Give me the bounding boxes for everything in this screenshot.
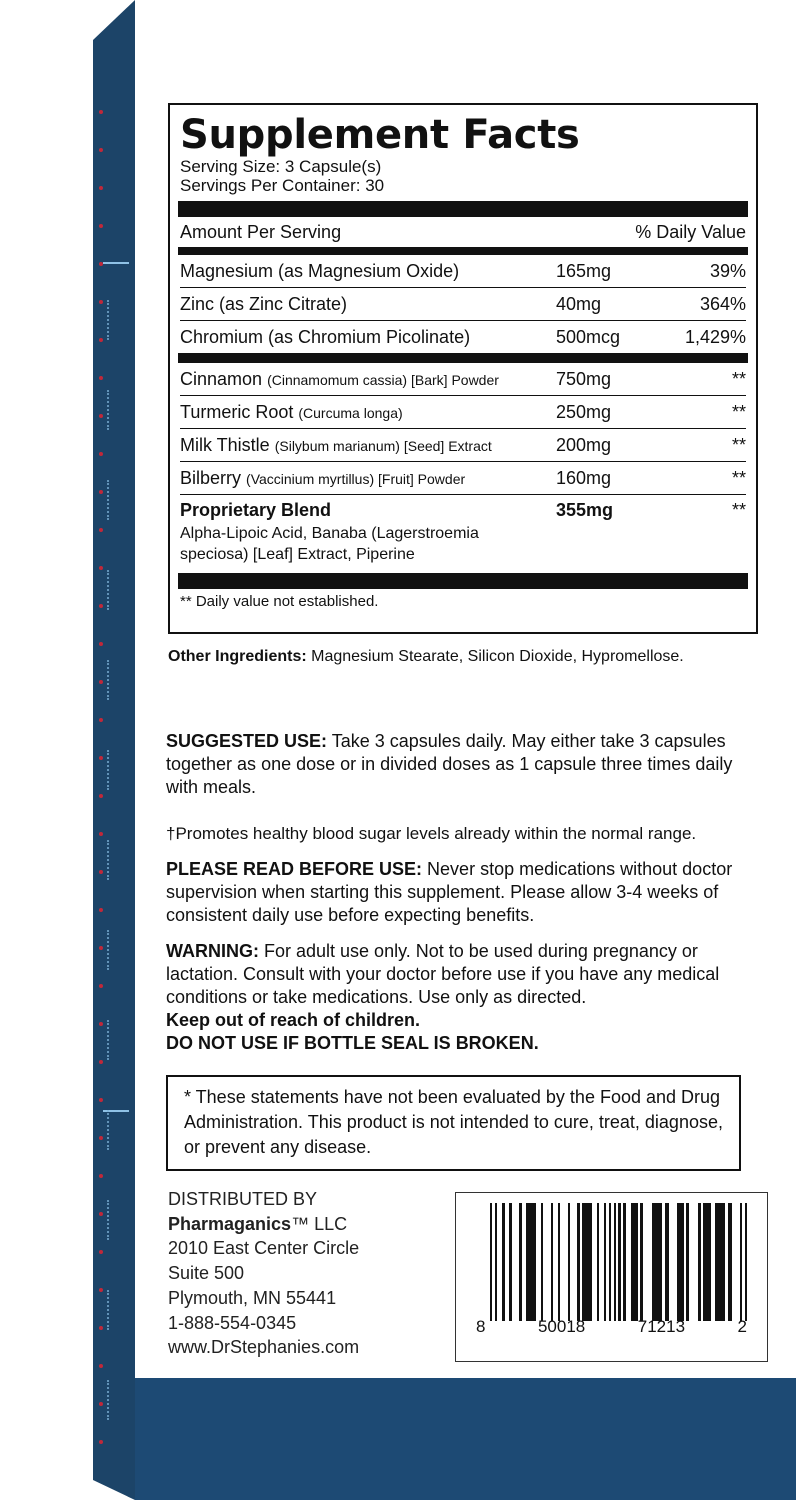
company-name: Pharmaganics bbox=[168, 1213, 292, 1234]
spine-dot bbox=[99, 224, 103, 228]
spine-text-block bbox=[107, 1200, 125, 1240]
warning-text: For adult use only. Not to be used during pregnancy or lactation. Consult with your doctor before use if you have any medical conditions or take medications. Use only as directed. bbox=[166, 941, 720, 1007]
spine-dot bbox=[99, 1326, 103, 1330]
barcode-bar bbox=[652, 1203, 662, 1321]
barcode-bar bbox=[582, 1203, 592, 1321]
spine-text-block bbox=[107, 660, 125, 700]
spine-dot bbox=[99, 870, 103, 874]
barcode bbox=[455, 1192, 768, 1362]
seal-text: DO NOT USE IF BOTTLE SEAL IS BROKEN. bbox=[166, 1033, 539, 1053]
spine-text-block bbox=[107, 1020, 125, 1060]
spine-dot bbox=[99, 908, 103, 912]
spine-dot bbox=[99, 946, 103, 950]
read-before-use bbox=[166, 858, 746, 927]
amount-per-serving-label: Amount Per Serving bbox=[180, 222, 342, 242]
servings-per-container: Servings Per Container: 30 bbox=[180, 176, 385, 195]
box-side-panel bbox=[93, 0, 135, 1500]
nutrient-amount: 500mcg bbox=[556, 327, 621, 347]
spine-dot bbox=[99, 1440, 103, 1444]
read-label: PLEASE READ BEFORE USE: bbox=[166, 859, 423, 879]
warning-label: WARNING: bbox=[166, 941, 259, 961]
botanical-amount: 160mg bbox=[556, 468, 612, 488]
botanical-dv: ** bbox=[731, 468, 746, 488]
botanical-latin: (Curcuma longa) bbox=[298, 405, 403, 421]
barcode-bars bbox=[490, 1203, 747, 1321]
botanical-row bbox=[180, 429, 746, 462]
spine-dot bbox=[99, 680, 103, 684]
address-city: Plymouth, MN 55441 bbox=[168, 1287, 337, 1308]
fda-disclaimer: * These statements have not been evaluated by the Food and Drug Administration. This product is not intended to cure, treat, diagnose, or prevent any disease. bbox=[166, 1075, 741, 1171]
spine-text-block bbox=[107, 1380, 125, 1420]
phone: 1-888-554-0345 bbox=[168, 1312, 297, 1333]
blend-name: Proprietary Blend bbox=[180, 500, 332, 520]
company-suffix: ™ LLC bbox=[291, 1213, 348, 1234]
barcode-digit: 2 bbox=[737, 1317, 747, 1336]
facts-title: Supplement Facts bbox=[180, 112, 580, 158]
distributor-info bbox=[168, 1187, 359, 1360]
barcode-space bbox=[732, 1203, 739, 1321]
barcode-bar bbox=[715, 1203, 725, 1321]
spine-dot bbox=[99, 376, 103, 380]
botanical-dv: ** bbox=[731, 369, 746, 389]
blend-dv: ** bbox=[731, 500, 746, 520]
botanical-row bbox=[180, 462, 746, 495]
botanical-row bbox=[180, 363, 746, 396]
barcode-space bbox=[643, 1203, 653, 1321]
nutrient-row bbox=[180, 288, 746, 321]
spine-dot bbox=[99, 832, 103, 836]
botanical-name bbox=[180, 363, 556, 395]
spine-dot bbox=[99, 1250, 103, 1254]
spine-dot bbox=[99, 1022, 103, 1026]
botanical-latin: (Cinnamomum cassia) [Bark] Powder bbox=[267, 372, 499, 388]
address-line1: 2010 East Center Circle bbox=[168, 1238, 360, 1259]
botanical-latin: (Vaccinium myrtillus) [Fruit] Powder bbox=[246, 471, 466, 487]
keep-out-text: Keep out of reach of children. bbox=[166, 1010, 421, 1030]
divider bbox=[178, 247, 748, 255]
proprietary-blend bbox=[180, 495, 746, 565]
botanical-amount: 250mg bbox=[556, 402, 612, 422]
spine-dot bbox=[99, 300, 103, 304]
barcode-digits: 50018 bbox=[537, 1317, 586, 1336]
botanical-common: Milk Thistle bbox=[180, 435, 270, 455]
spine-dot bbox=[99, 756, 103, 760]
spine-text-block bbox=[107, 300, 125, 340]
blend-ingredients: Alpha-Lipoic Acid, Banaba (Lagerstroemia speciosa) [Leaf] Extract, Piperine bbox=[180, 525, 479, 563]
spine-text-block bbox=[107, 480, 125, 520]
spine-dot bbox=[99, 110, 103, 114]
botanical-latin: (Silybum marianum) [Seed] Extract bbox=[274, 438, 492, 454]
website: www.DrStephanies.com bbox=[168, 1337, 360, 1358]
facts-header bbox=[180, 217, 746, 247]
other-ingredients bbox=[168, 648, 684, 666]
spine-dot bbox=[99, 414, 103, 418]
footnote: ** Daily value not established. bbox=[180, 593, 379, 610]
barcode-space bbox=[512, 1203, 519, 1321]
spine-dot bbox=[99, 452, 103, 456]
barcode-bar bbox=[526, 1203, 536, 1321]
botanical-common: Bilberry bbox=[180, 468, 242, 488]
suggested-label: SUGGESTED USE: bbox=[166, 731, 328, 751]
serving-size: Serving Size: 3 Capsule(s) bbox=[180, 157, 382, 176]
barcode-space bbox=[560, 1203, 567, 1321]
botanical-name bbox=[180, 429, 556, 461]
spine-text-block bbox=[107, 750, 125, 790]
spine-text-block bbox=[107, 1290, 125, 1330]
spine-text-block bbox=[107, 840, 125, 880]
nutrient-row bbox=[180, 255, 746, 288]
spine-dot bbox=[99, 490, 103, 494]
suggested-text: Take 3 capsules daily. May either take 3 capsules together as one dose or in divided doses as 1 capsule three times daily with meals. bbox=[166, 731, 733, 797]
barcode-bar bbox=[631, 1203, 638, 1321]
spine-dot bbox=[99, 1174, 103, 1178]
blend-amount: 355mg bbox=[556, 500, 614, 520]
botanical-common: Turmeric Root bbox=[180, 402, 294, 422]
nutrient-dv: 39% bbox=[709, 261, 746, 281]
nutrient-name: Magnesium (as Magnesium Oxide) bbox=[180, 261, 460, 281]
spine-dot bbox=[99, 1402, 103, 1406]
spine-dot bbox=[99, 718, 103, 722]
divider bbox=[178, 353, 748, 363]
spine-text-block bbox=[107, 570, 125, 610]
spine-dot bbox=[99, 1098, 103, 1102]
other-text: Magnesium Stearate, Silicon Dioxide, Hypromellose. bbox=[306, 648, 684, 665]
botanical-dv: ** bbox=[731, 435, 746, 455]
barcode-bar bbox=[745, 1203, 747, 1321]
spine-dot bbox=[99, 1212, 103, 1216]
barcode-bar bbox=[703, 1203, 710, 1321]
promotes-text: †Promotes healthy blood sugar levels already within the normal range. bbox=[166, 824, 697, 843]
spine-dot bbox=[99, 186, 103, 190]
spine-dot bbox=[99, 338, 103, 342]
nutrient-row bbox=[180, 321, 746, 354]
barcode-space bbox=[689, 1203, 699, 1321]
divider bbox=[178, 573, 748, 589]
other-label: Other Ingredients: bbox=[168, 648, 307, 665]
spine-dot bbox=[99, 566, 103, 570]
spine-text-block bbox=[107, 390, 125, 430]
botanical-amount: 200mg bbox=[556, 435, 612, 455]
nutrient-name: Chromium (as Chromium Picolinate) bbox=[180, 327, 471, 347]
supplement-facts-panel bbox=[168, 103, 758, 634]
spine-text-block bbox=[107, 1110, 125, 1150]
spine-dot bbox=[99, 1288, 103, 1292]
botanical-dv: ** bbox=[731, 402, 746, 422]
spine-dot bbox=[99, 1060, 103, 1064]
barcode-space bbox=[669, 1203, 676, 1321]
botanical-amount: 750mg bbox=[556, 369, 612, 389]
botanical-common: Cinnamon bbox=[180, 369, 263, 389]
divider bbox=[178, 201, 748, 217]
nutrient-dv: 1,429% bbox=[684, 327, 746, 347]
botanical-name bbox=[180, 462, 556, 494]
distributed-by: DISTRIBUTED BY bbox=[168, 1189, 318, 1209]
spine-dot bbox=[99, 984, 103, 988]
daily-value-label: % Daily Value bbox=[635, 222, 746, 242]
spine-dot bbox=[99, 148, 103, 152]
warning bbox=[166, 940, 746, 1055]
spine-dot bbox=[99, 1364, 103, 1368]
spine-dot bbox=[99, 528, 103, 532]
box-bottom-band bbox=[135, 1378, 796, 1500]
barcode-bar bbox=[677, 1203, 684, 1321]
spine-dot bbox=[99, 1136, 103, 1140]
barcode-space bbox=[543, 1203, 550, 1321]
nutrient-name: Zinc (as Zinc Citrate) bbox=[180, 294, 348, 314]
suggested-use bbox=[166, 730, 736, 799]
nutrient-amount: 165mg bbox=[556, 261, 612, 281]
nutrient-amount: 40mg bbox=[556, 294, 602, 314]
spine-dot bbox=[99, 794, 103, 798]
botanical-name bbox=[180, 396, 556, 428]
spine-text-block bbox=[107, 930, 125, 970]
barcode-digit: 8 bbox=[476, 1317, 486, 1336]
botanical-row bbox=[180, 396, 746, 429]
address-line2: Suite 500 bbox=[168, 1263, 245, 1284]
barcode-digits: 71213 bbox=[637, 1317, 686, 1336]
barcode-space bbox=[570, 1203, 577, 1321]
spine-divider bbox=[103, 262, 129, 264]
read-text: Never stop medications without doctor supervision when starting this supplement. Please allow 3-4 weeks of consistent daily use before expecting benefits. bbox=[166, 859, 733, 925]
nutrient-dv: 364% bbox=[699, 294, 746, 314]
spine-dot bbox=[99, 642, 103, 646]
spine-dot bbox=[99, 604, 103, 608]
